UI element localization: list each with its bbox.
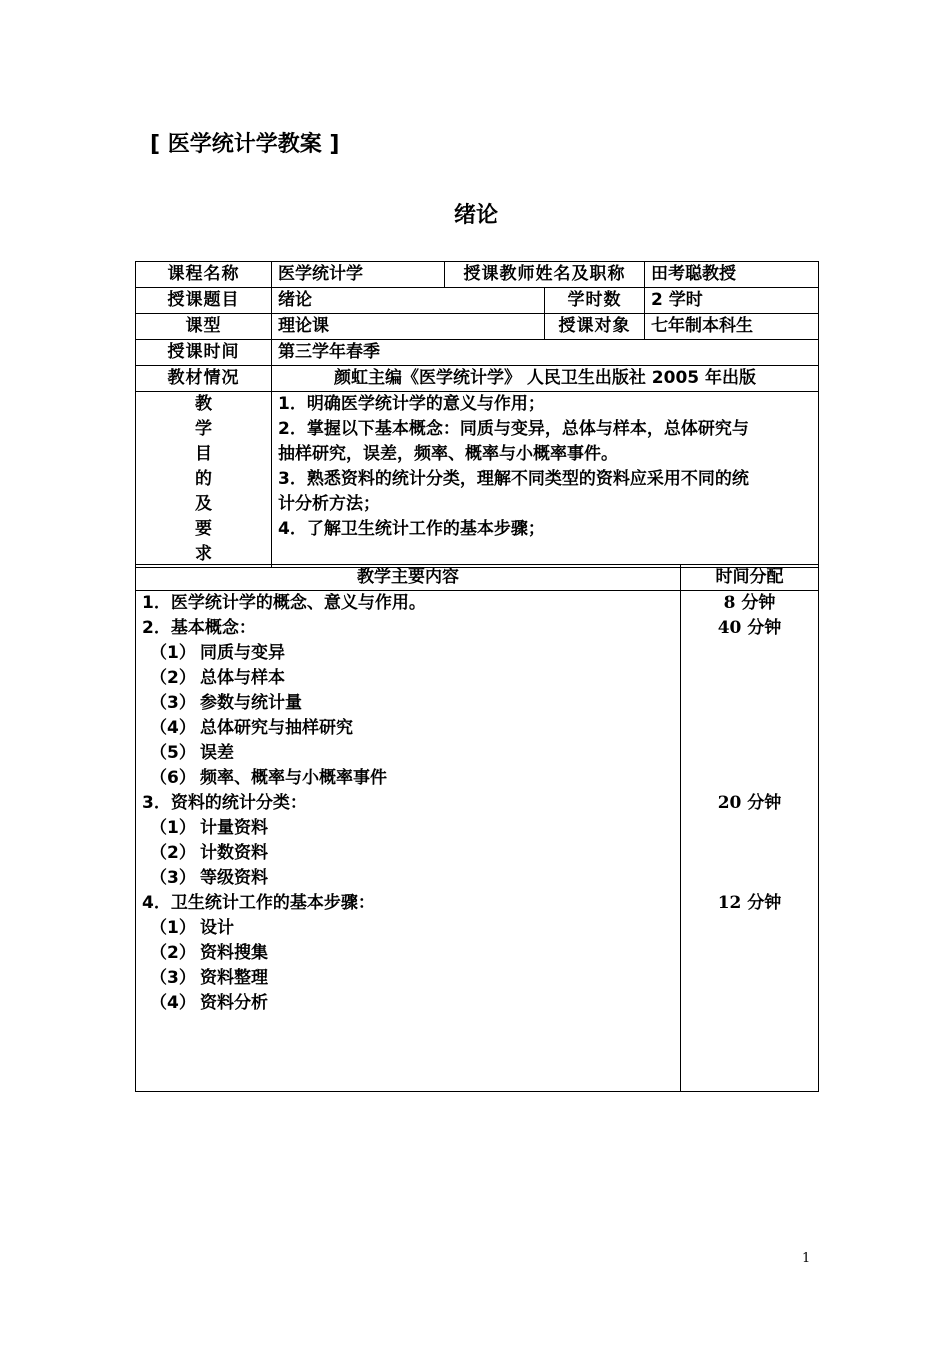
document-header: [ 医学统计学教案 ] (150, 132, 340, 157)
type-value: 理论课 (272, 314, 545, 340)
objectives-label-char: 求 (195, 544, 212, 564)
list-item: （3） 等级资料 (150, 868, 268, 888)
page-title: 绪论 (453, 203, 498, 228)
topic-label: 授课题目 (136, 288, 272, 314)
time-allocation-body (681, 591, 819, 1092)
time-value: 第三学年春季 (272, 340, 819, 366)
objectives-label-char: 及 (195, 494, 212, 514)
table-row (136, 288, 819, 314)
objective-line: 1．明确医学统计学的意义与作用； (278, 394, 545, 414)
audience-value: 七年制本科生 (645, 314, 819, 340)
time-label: 授课时间 (136, 340, 272, 366)
hours-value: 2 学时 (645, 288, 819, 314)
objective-line: 4．了解卫生统计工作的基本步骤； (278, 519, 545, 539)
section-title: 3．资料的统计分类： (142, 793, 307, 813)
time-allocation-header: 时间分配 (681, 565, 819, 591)
teacher-label: 授课教师姓名及职称 (445, 262, 645, 288)
time-value: 20 分钟 (717, 793, 782, 813)
list-item: （1） 计量资料 (150, 818, 268, 838)
section-title: 1．医学统计学的概念、意义与作用。 (142, 593, 426, 613)
table-row (136, 314, 819, 340)
objectives-text (272, 392, 819, 568)
audience-label: 授课对象 (545, 314, 645, 340)
section-title: 4．卫生统计工作的基本步骤： (142, 893, 375, 913)
table-row (136, 262, 819, 288)
table-row (136, 392, 819, 568)
list-item: （1） 同质与变异 (150, 643, 285, 663)
list-item: （2） 资料搜集 (150, 943, 268, 963)
list-item: （4） 资料分析 (150, 993, 268, 1013)
time-value: 8 分钟 (723, 593, 776, 613)
content-body (136, 591, 681, 1092)
topic-value: 绪论 (272, 288, 545, 314)
time-value: 12 分钟 (717, 893, 782, 913)
page-number: 1 (802, 1251, 811, 1266)
textbook-label: 教材情况 (136, 366, 272, 392)
list-item: （2） 计数资料 (150, 843, 268, 863)
list-item: （3） 资料整理 (150, 968, 268, 988)
objective-line: 2．掌握以下基本概念：同质与变异，总体与样本，总体研究与 (278, 419, 749, 439)
list-item: （4） 总体研究与抽样研究 (150, 718, 353, 738)
objectives-label-char: 学 (195, 419, 212, 439)
course-info-table (135, 261, 819, 568)
table-row (136, 340, 819, 366)
list-item: （5） 误差 (150, 743, 234, 763)
time-value: 40 分钟 (717, 618, 782, 638)
type-label: 课型 (136, 314, 272, 340)
objectives-label-char: 的 (195, 469, 212, 489)
objectives-label (136, 392, 272, 568)
list-item: （3） 参数与统计量 (150, 693, 302, 713)
hours-label: 学时数 (545, 288, 645, 314)
content-header: 教学主要内容 (136, 565, 681, 591)
content-table (135, 564, 819, 1092)
textbook-value: 颜虹主编《医学统计学》 人民卫生出版社 2005 年出版 (272, 366, 819, 392)
table-row (136, 591, 819, 1092)
list-item: （6） 频率、概率与小概率事件 (150, 768, 387, 788)
objectives-label-char: 教 (195, 394, 212, 414)
objective-line: 3．熟悉资料的统计分类，理解不同类型的资料应采用不同的统 (278, 469, 749, 489)
teacher-value: 田考聪教授 (645, 262, 819, 288)
list-item: （2） 总体与样本 (150, 668, 285, 688)
objective-line: 计分析方法； (278, 494, 380, 514)
section-title: 2．基本概念： (142, 618, 256, 638)
table-row (136, 366, 819, 392)
table-row (136, 565, 819, 591)
objectives-label-char: 目 (195, 444, 212, 464)
objectives-label-char: 要 (195, 519, 212, 539)
list-item: （1） 设计 (150, 918, 234, 938)
course-name-value: 医学统计学 (272, 262, 445, 288)
course-name-label: 课程名称 (136, 262, 272, 288)
objective-line: 抽样研究，误差，频率、概率与小概率事件。 (278, 444, 618, 464)
